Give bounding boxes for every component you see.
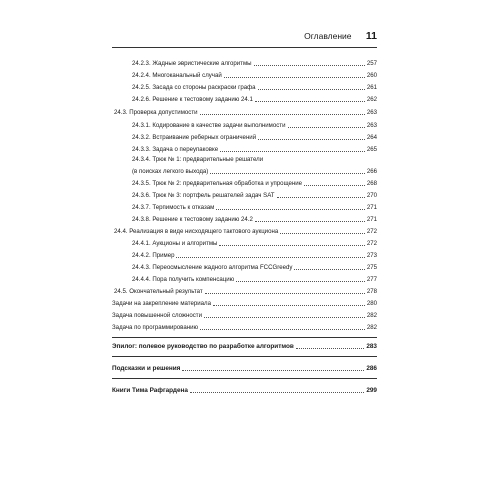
toc-entry-page: 278 xyxy=(366,288,377,295)
toc-entry xyxy=(112,178,377,188)
toc-entry-label-line2: (в поисках легкого выхода) xyxy=(132,168,209,175)
toc-entry-page: 272 xyxy=(366,228,377,235)
toc-chapter-entry xyxy=(112,363,377,373)
toc-entry-page: 262 xyxy=(366,96,377,103)
leader-dots xyxy=(200,328,365,330)
leader-dots xyxy=(280,232,365,234)
leader-dots xyxy=(210,172,365,174)
toc-entry-page: 264 xyxy=(366,134,377,141)
section-rule xyxy=(112,378,377,379)
toc-entry-page: 261 xyxy=(366,84,377,91)
toc-entry-label-line1: 24.3.4. Трюк № 1: предварительные решатели xyxy=(132,156,264,163)
toc-entry-label: 24.4.2. Пример xyxy=(132,252,175,259)
toc-entry-label: 24.3.7. Терпимость к отказам xyxy=(132,204,215,211)
toc-entry-page: 263 xyxy=(366,122,377,129)
leader-dots xyxy=(182,369,364,371)
toc-entry-label: Книги Тима Рафгардена xyxy=(112,387,188,394)
header-title: Оглавление xyxy=(304,31,352,41)
toc-entry-page: 260 xyxy=(366,72,377,79)
toc-entry-label: 24.2.5. Засада со стороны раскраски графа xyxy=(132,84,256,91)
leader-dots xyxy=(288,126,365,128)
toc-entry-label: 24.4. Реализация в виде нисходящего тактового аукциона xyxy=(114,228,279,235)
toc-entry-page: 271 xyxy=(366,204,377,211)
toc-entry-label: Подсказки и решения xyxy=(112,365,181,372)
toc-entry-label: Задача по программированию xyxy=(112,324,199,331)
toc-entry-label: 24.3.1. Кодирование в качестве задачи выполнимости xyxy=(132,122,286,129)
toc-entry xyxy=(112,274,377,284)
toc-entry-page: 266 xyxy=(366,168,377,175)
leader-dots xyxy=(296,347,365,349)
toc-entry-label: 24.5. Окончательный результат xyxy=(114,288,203,295)
toc-entry-label: 24.2.4. Многоканальный случай xyxy=(132,72,222,79)
toc-entry-label: 24.3.3. Задача о переупаковке xyxy=(132,146,219,153)
toc-entry xyxy=(112,250,377,260)
toc-entry xyxy=(112,298,377,308)
leader-dots xyxy=(176,256,364,258)
toc-entry-label: 24.3.6. Трюк № 3: портфель решателей задач SAT xyxy=(132,192,275,199)
toc-entry xyxy=(112,107,377,117)
toc-entry xyxy=(112,132,377,142)
toc-entry xyxy=(112,262,377,272)
running-header xyxy=(112,30,377,42)
toc-entry xyxy=(112,202,377,212)
header-page-number: 11 xyxy=(365,30,377,42)
toc-entry-page: 268 xyxy=(366,180,377,187)
leader-dots xyxy=(254,64,365,66)
toc-entry-page: 299 xyxy=(366,387,377,394)
toc-entry xyxy=(112,286,377,296)
toc-entry xyxy=(112,310,377,320)
leader-dots xyxy=(277,196,365,198)
toc-entry-page: 286 xyxy=(366,365,377,372)
leader-dots xyxy=(258,88,365,90)
leader-dots xyxy=(205,292,365,294)
toc-entry-page: 257 xyxy=(366,60,377,67)
toc-entry-label: 24.3. Проверка допустимости xyxy=(114,109,198,116)
toc-entry xyxy=(112,214,377,224)
section-rule xyxy=(112,356,377,357)
toc-entry-page: 282 xyxy=(366,312,377,319)
toc-entry xyxy=(112,82,377,92)
toc-entry-label: 24.4.3. Переосмысление жадного алгоритма FCCGreedy xyxy=(132,264,293,271)
leader-dots xyxy=(236,280,365,282)
leader-dots xyxy=(219,244,364,246)
toc-entry-label: 24.2.6. Решение к тестовому заданию 24.1 xyxy=(132,96,253,103)
toc-entry-label: 24.3.2. Встраивание реберных ограничений xyxy=(132,134,257,141)
leader-dots xyxy=(255,100,365,102)
toc-entry-page: 271 xyxy=(366,216,377,223)
leader-dots xyxy=(258,138,365,140)
toc-entry-page: 273 xyxy=(366,252,377,259)
leader-dots xyxy=(255,220,365,222)
leader-dots xyxy=(204,316,365,318)
toc-entry xyxy=(112,322,377,332)
toc-entry xyxy=(112,226,377,236)
toc-entry xyxy=(112,144,377,154)
toc-entry-page: 263 xyxy=(366,109,377,116)
leader-dots xyxy=(304,184,365,186)
toc-entry-label: 24.4.1. Аукционы и алгоритмы xyxy=(132,240,218,247)
toc-entry-page: 283 xyxy=(366,343,377,350)
toc-entry-label: Задачи на закрепление материала xyxy=(112,300,212,307)
section-rule xyxy=(112,337,377,338)
toc-entry-page: 277 xyxy=(366,276,377,283)
toc-entry xyxy=(112,166,377,176)
leader-dots xyxy=(216,208,364,210)
toc-entry xyxy=(112,190,377,200)
toc-entry xyxy=(112,120,377,130)
toc-entry xyxy=(112,70,377,80)
header-rule xyxy=(112,47,377,48)
toc-entry xyxy=(112,238,377,248)
toc-chapter-entry xyxy=(112,385,377,395)
leader-dots xyxy=(190,391,364,393)
toc-entry-label: 24.2.3. Жадные эвристические алгоритмы xyxy=(132,60,252,67)
toc-entry-page: 265 xyxy=(366,146,377,153)
toc-entry-label: 24.3.5. Трюк № 2: предварительная обработка и упрощение xyxy=(132,180,303,187)
toc-entry-page: 272 xyxy=(366,240,377,247)
leader-dots xyxy=(200,113,365,115)
leader-dots xyxy=(294,268,364,270)
toc-entry-page: 282 xyxy=(366,324,377,331)
toc-entry-label: 24.4.4. Пора получить компенсацию xyxy=(132,276,235,283)
toc-entry-page: 275 xyxy=(366,264,377,271)
toc-entry-label: 24.3.8. Решение к тестовому заданию 24.2 xyxy=(132,216,253,223)
toc-entry-page: 270 xyxy=(366,192,377,199)
toc-entry xyxy=(112,58,377,68)
leader-dots xyxy=(213,304,365,306)
toc-entry-page: 280 xyxy=(366,300,377,307)
toc-entry-label: Задача повышенной сложности xyxy=(112,312,203,319)
leader-dots xyxy=(220,150,365,152)
leader-dots xyxy=(224,76,365,78)
toc-entry-label: Эпилог: полевое руководство по разработке алгоритмов xyxy=(112,343,294,350)
toc-chapter-entry xyxy=(112,341,377,351)
toc-entry xyxy=(112,94,377,104)
